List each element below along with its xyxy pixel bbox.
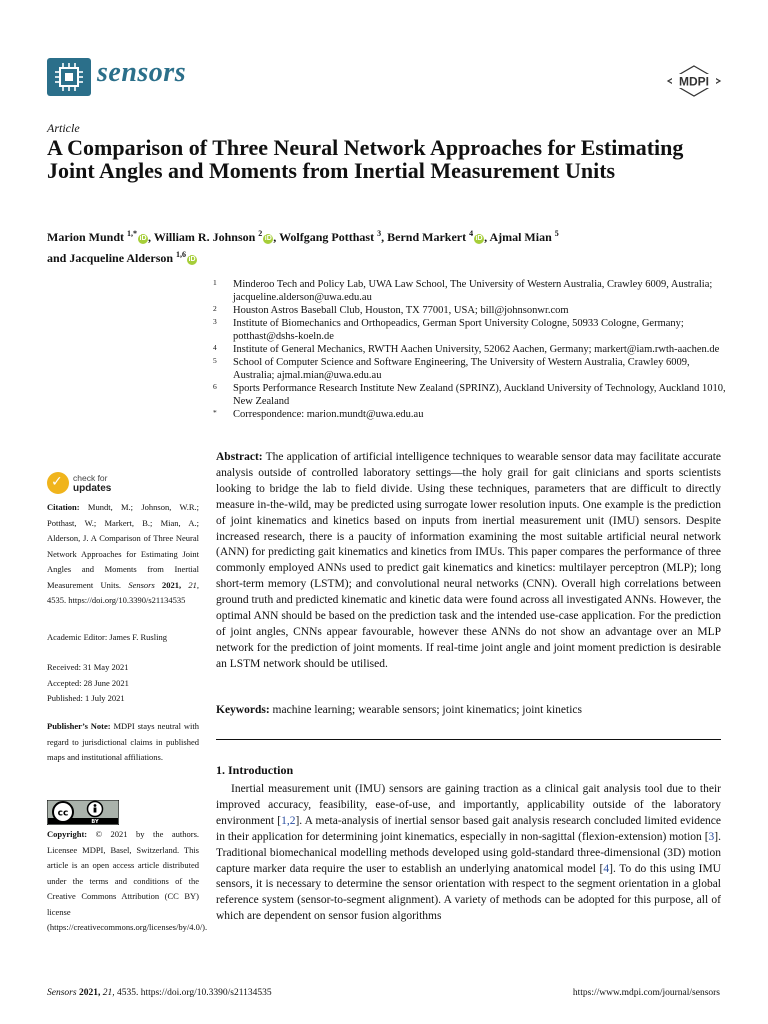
author-conjunction: and: [47, 251, 67, 265]
footer-volume: 21,: [102, 988, 115, 998]
citation-journal: Sensors: [128, 579, 155, 590]
check-updates-icon: ✓: [47, 472, 69, 494]
affiliation-number: 2: [213, 304, 217, 313]
article-type: Article: [47, 121, 80, 135]
affiliation-list: [213, 278, 733, 421]
citation-text: Mundt, M.; Johnson, W.R.; Potthast, W.; Markert, B.; Mian, A.; Alderson, J. A Comparison of Three Neural Network Approaches for Estimating Joint Angles and Moments from Inertial Measurement Units.: [47, 502, 200, 590]
introduction-paragraph: [216, 782, 721, 925]
citation-volume: 21,: [188, 579, 200, 590]
copyright-notice: [47, 827, 208, 936]
affiliation-text: Houston Astros Baseball Club, Houston, TX 77001, USA; bill@johnsonwr.com: [233, 305, 569, 316]
affiliation-item: [213, 356, 733, 382]
journal-name: sensors: [97, 57, 187, 88]
affiliation-number: 5: [213, 356, 217, 365]
publisher-note-label: Publisher’s Note:: [47, 721, 111, 731]
orcid-icon[interactable]: iD: [264, 235, 272, 242]
citation-link[interactable]: 1,2: [281, 814, 296, 827]
section-divider: [216, 739, 721, 740]
footer-journal: Sensors: [47, 988, 77, 998]
affiliation-number: 3: [213, 317, 217, 326]
mdpi-logo-icon: [666, 64, 722, 98]
author-name: Ajmal Mian: [489, 230, 552, 244]
check-for-updates-button[interactable]: [47, 472, 157, 498]
footer-journal-url[interactable]: https://www.mdpi.com/journal/sensors: [572, 988, 720, 998]
citation-link[interactable]: 3: [708, 830, 715, 843]
check-updates-line2: updates: [73, 483, 112, 494]
citation-year: 2021,: [162, 579, 182, 590]
affiliation-item: [213, 382, 733, 408]
keywords-text: machine learning; wearable sensors; joint kinematics; joint kinetics: [272, 704, 583, 716]
abstract-label: Abstract:: [216, 451, 263, 463]
correspondence: [213, 408, 733, 421]
affiliation-text: Institute of Biomechanics and Orthopeadics, German Sport University Cologne, 50933 Cologne, Germany; potthast@dshs-koeln.de: [233, 318, 684, 342]
author-affiliation-mark: 5: [554, 229, 559, 238]
affiliation-text: Sports Performance Research Institute New Zealand (SPRINZ), Auckland University of Technology, Auckland 1010, New Zealand: [233, 383, 726, 407]
cc-label: cc: [57, 808, 69, 819]
journal-logo-icon: [47, 58, 91, 96]
affiliation-text: School of Computer Science and Software Engineering, The University of Western Australia, Crawley 6009, Australia; ajmal.mian@uwa.edu.au: [233, 357, 690, 381]
abstract-text: The application of artificial intelligence techniques to wearable sensor data may facilitate accurate analysis outside of controlled laboratory settings—the holy grail for gait clinicians and sports scientists looking to bridge the lab to field divide. Using these techniques, parameters that are difficult to directly measure in-the-wild, may be predicted using surrogate lower resolution inputs. One example is the prediction of joint kinematics and kinetics based on inputs from inertial measurement unit (IMU) sensors. Despite increased research, there is a paucity of information examining the most suitable artificial neural network (ANN) for predicting gait kinematics and kinetics from IMUs. This paper compares the performance of three commonly employed ANNs used to predict gait kinematics and kinetics: multilayer perceptron (MLP); long short-term memory (LSTM); and convolutional neural networks (CNN). Overall high correlations between ground truth and predicted kinematic and kinetic data were found across all investigated ANNs. However, the optimal ANN should be based on the prediction task and the intended use-case application. For the prediction of joint angles, CNNs appear favourable, however these ANNs do not show an advantage over an MLP network for the prediction of joint moments. If real-time joint angle and joint moment prediction is desirable an LSTM network should be utilised.: [216, 451, 721, 670]
affiliation-number: *: [213, 408, 217, 417]
copyright-text: © 2021 by the authors. Licensee MDPI, Basel, Switzerland. This article is an open access article distributed under the terms and conditions of the Creative Commons Attribution (CC BY) license (https://creativecommons.org/licenses/by/4.0/).: [47, 829, 208, 932]
publisher-note: [47, 719, 199, 766]
accepted-date: Accepted: 28 June 2021: [47, 677, 129, 688]
author-affiliation-mark: 3: [377, 229, 382, 238]
intro-text: ]. To do this using IMU sensors, it is necessary to determine the sensor orientation with respect to the segment orientation in a global reference system (sensor-to-segment alignment). A variety of methods can be adopted for this purpose, all of which are dependent on sensor fusion algorithms: [216, 862, 721, 923]
publisher-logo-text: MDPI: [679, 74, 709, 89]
author-affiliation-mark: 2: [258, 229, 263, 238]
affiliation-item: [213, 278, 733, 304]
intro-text: ]. Traditional biomechanical modelling methods developed using gold-standard three-dimensional (3D) motion capture marker data require the user to establish an underlying anatomical model [: [216, 830, 721, 875]
orcid-icon[interactable]: iD: [139, 235, 147, 242]
orcid-icon[interactable]: iD: [475, 235, 483, 242]
keywords-label: Keywords:: [216, 704, 270, 716]
academic-editor: Academic Editor: James F. Rusling: [47, 632, 167, 642]
affiliation-text: Minderoo Tech and Policy Lab, UWA Law School, The University of Western Australia, Crawley 6009, Australia; jacqueline.alderson@uwa.edu.au: [233, 279, 713, 303]
footer-year: 2021,: [78, 988, 101, 998]
correspondence-text: Correspondence: marion.mundt@uwa.edu.au: [233, 409, 424, 420]
received-date: Received: 31 May 2021: [47, 662, 129, 672]
article-title: A Comparison of Three Neural Network Approaches for Estimating Joint Angles and Moments from Inertial Measurement Units: [47, 135, 684, 183]
citation-doi[interactable]: 4535. https://doi.org/10.3390/s21134535: [47, 595, 186, 605]
abstract: [216, 450, 721, 673]
affiliation-number: 4: [213, 343, 217, 352]
orcid-icon[interactable]: iD: [188, 256, 196, 263]
affiliation-text: Institute of General Mechanics, RWTH Aachen University, 52062 Aachen, Germany; markert@iam.rwth-aachen.de: [233, 344, 720, 355]
footer-doi[interactable]: 4535. https://doi.org/10.3390/s21134535: [116, 988, 272, 998]
citation-label: Citation:: [47, 502, 80, 512]
author-name: Marion Mundt: [47, 230, 125, 244]
keywords: [216, 704, 721, 716]
author-name: Bernd Markert: [387, 230, 467, 244]
affiliation-item: [213, 343, 733, 356]
by-label: BY: [91, 819, 99, 825]
section-heading: 1. Introduction: [216, 763, 294, 777]
intro-text: Inertial measurement unit (IMU) sensors are gaining traction as a clinical gait analysis tool due to their improved accuracy, feasibility, ease-of-use, and importantly, applicability outside of the laboratory environment [: [216, 783, 721, 827]
citation-block: [47, 500, 199, 609]
affiliation-number: 1: [213, 278, 217, 287]
publication-dates: [47, 660, 199, 707]
footer-citation: [47, 988, 272, 998]
affiliation-item: [213, 304, 733, 317]
publisher-note-text: MDPI stays neutral with regard to jurisdictional claims in published maps and institutional affiliations.: [47, 721, 200, 762]
intro-text: ]. A meta-analysis of inertial sensor based gait analysis research concluded limited evidence in their application for determining joint kinematics, especially in non-sagittal (flexion-extension) motion [: [216, 814, 722, 843]
published-date: Published: 1 July 2021: [47, 693, 125, 703]
citation-link[interactable]: 4: [603, 862, 610, 875]
author-name: William R. Johnson: [153, 230, 256, 244]
author-name: Jacqueline Alderson: [69, 251, 174, 265]
author-affiliation-mark: 4: [469, 229, 474, 238]
check-updates-line1: check for: [73, 473, 108, 483]
author-affiliation-mark: 1,*: [127, 229, 138, 238]
author-name: Wolfgang Potthast: [279, 230, 375, 244]
author-affiliation-mark: 1,6: [176, 250, 187, 259]
cc-by-license-icon[interactable]: [47, 800, 119, 825]
copyright-label: Copyright:: [47, 829, 88, 839]
affiliation-number: 6: [213, 382, 217, 391]
author-list: Marion Mundt $^{1,*}$iD , William R. Johnson $^2$iD , Wolfgang Potthast $^3$, Bernd Markert $^4$iD , Ajmal Mian $^5$ and Jacqueline Alderson $^{1,6}$iD: [47, 229, 559, 265]
affiliation-item: [213, 317, 733, 343]
